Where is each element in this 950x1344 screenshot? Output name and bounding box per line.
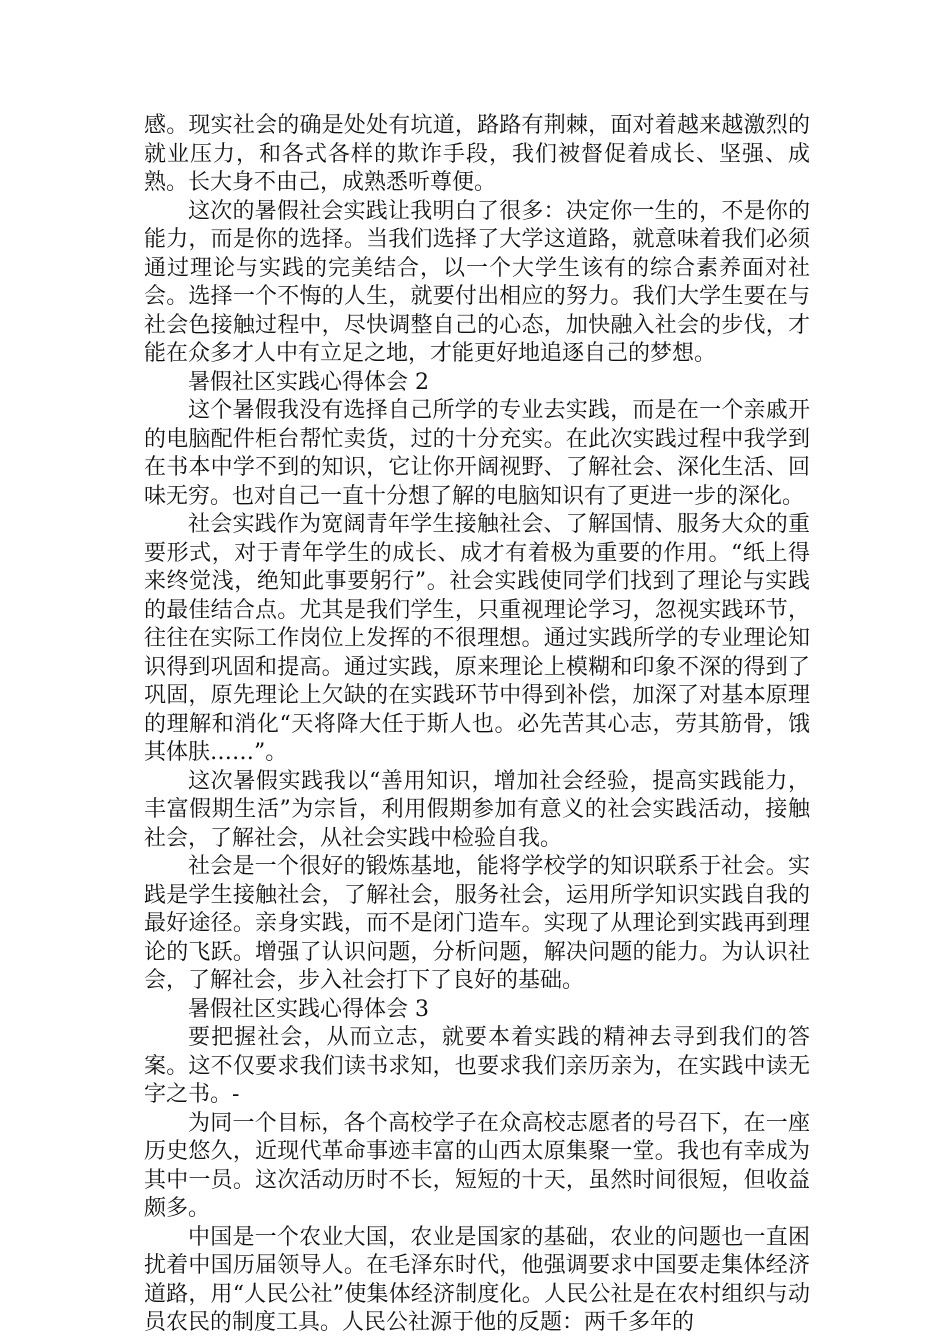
paragraph-1: 感。现实社会的确是处处有坑道，路路有荆棘，面对着越来越激烈的就业压力，和各式各样的欺诈手段，我们被督促着成长、坚强、成熟。长大身不由己，成熟悉听尊便。 xyxy=(144,113,810,195)
paragraph-4: 社会实践作为宽阔青年学生接触社会、了解国情、服务大众的重要形式，对于青年学生的成长、成才有着极为重要的作用。“纸上得来终觉浅，绝知此事要躬行”。社会实践使同学们找到了理论与实践的最佳结合点。尤其是我们学生，只重视理论学习，忽视实践环节，往往在实际工作岗位上发挥的不很理想。通过实践所学的专业理论知识得到巩固和提高。通过实践，原来理论上模糊和印象不深的得到了巩固，原先理论上欠缺的在实践环节中得到补偿，加深了对基本原理的理解和消化“天将降大任于斯人也。必先苦其心志，劳其筋骨，饿其体肤……”。 xyxy=(144,512,810,765)
section-heading-2: 暑假社区实践心得体会 2 xyxy=(188,369,429,395)
paragraph-3: 这个暑假我没有选择自己所学的专业去实践，而是在一个亲戚开的电脑配件柜台帮忙卖货，过的十分充实。在此次实践过程中我学到在书本中学不到的知识，它让你开阔视野、了解社会、深化生活、回味无穷。也对自己一直十分想了解的电脑知识有了更进一步的深化。 xyxy=(144,398,810,509)
paragraph-8: 为同一个目标，各个高校学子在众高校志愿者的号召下，在一座历史悠久，近现代革命事迹丰富的山西太原集聚一堂。我也有幸成为其中一员。这次活动历时不长，短短的十天，虽然时间很短，但收益颇多。 xyxy=(144,1110,810,1221)
paragraph-5: 这次暑假实践我以“善用知识，增加社会经验，提高实践能力，丰富假期生活”为宗旨，利用假期参加有意义的社会实践活动，接触社会，了解社会，从社会实践中检验自我。 xyxy=(144,768,810,851)
paragraph-6: 社会是一个很好的锻炼基地，能将学校学的知识联系于社会。实践是学生接触社会，了解社会，服务社会，运用所学知识实践自我的最好途径。亲身实践，而不是闭门造车。实现了从理论到实践再到理论的飞跃。增强了认识问题，分析问题，解决问题的能力。为认识社会，了解社会，步入社会打下了良好的基础。 xyxy=(144,854,810,993)
section-heading-3: 暑假社区实践心得体会 3 xyxy=(188,996,429,1022)
document-page xyxy=(144,112,810,1338)
paragraph-2: 这次的暑假社会实践让我明白了很多：决定你一生的，不是你的能力，而是你的选择。当我们选择了大学这道路，就意味着我们必须通过理论与实践的完美结合，以一个大学生该有的综合素养面对社会。选择一个不悔的人生，就要付出相应的努力。我们大学生要在与社会色接触过程中，尽快调整自己的心态，加快融入社会的步伐，才能在众多才人中有立足之地，才能更好地追逐自己的梦想。 xyxy=(144,198,810,366)
paragraph-9: 中国是一个农业大国，农业是国家的基础，农业的问题也一直困扰着中国历届领导人。在毛泽东时代，他强调要求中国要走集体经济道路，用“人民公社”使集体经济制度化。人民公社是在农村组织与动员农民的制度工具。人民公社源于他的反题：两千多年的 xyxy=(144,1224,810,1335)
paragraph-7: 要把握社会，从而立志，就要本着实践的精神去寻到我们的答案。这不仅要求我们读书求知，也要求我们亲历亲为，在实践中读无字之书。- xyxy=(144,1025,810,1107)
